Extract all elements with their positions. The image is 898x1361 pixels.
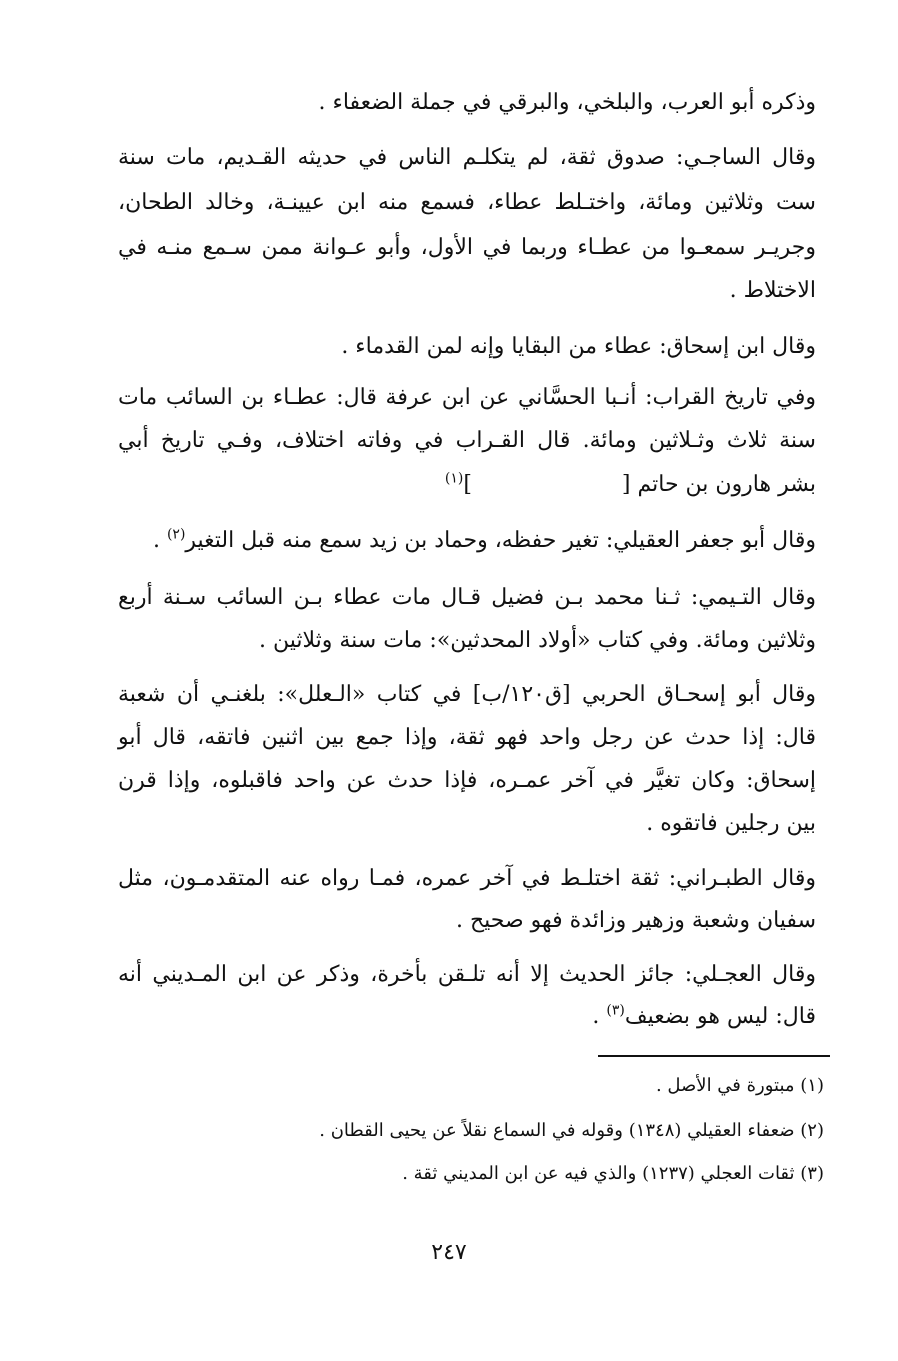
line-end: . (592, 1004, 607, 1029)
text-line: سفيان وشعبة وزهير وزائدة فهو صحيح . (455, 908, 816, 933)
text-line: وذكره أبو العرب، والبلخي، والبرقي في جملة الضعفاء . (318, 90, 816, 115)
text-line: وقال الطبـراني: ثقة اختلـط في آخر عمره، فمـا رواه عنه المتقدمـون، مثل (118, 866, 816, 891)
footnote: (٣) ثقات العجلي (١٢٣٧) والذي فيه عن ابن المديني ثقة . (402, 1163, 824, 1184)
bracket-close: ] (463, 472, 472, 497)
text-line (118, 528, 816, 553)
line-end: . (152, 528, 167, 553)
text-line: وقال ابن إسحاق: عطاء من البقايا وإنه لمن القدماء . (341, 334, 816, 359)
text-line: وقال العجـلي: جائز الحديث إلا أنه تلـقن بأخرة، وذكر عن ابن المـديني أنه (118, 962, 816, 987)
footnote-ref: (١) (444, 470, 464, 487)
text-line: قال: إذا حدث عن رجل واحد فهو ثقة، وإذا جمع بين اثنين فاتقه، قال أبو (118, 725, 816, 750)
text-line: بين رجلين فاتقوه . (646, 811, 816, 836)
footnote-ref: (٣) (606, 1002, 625, 1019)
page-number: ٢٤٧ (431, 1240, 467, 1265)
footnote: (٢) ضعفاء العقيلي (١٣٤٨) وقوله في السماع نقلاً عن يحيى القطان . (319, 1120, 824, 1141)
text-line: سنة ثلاث وثـلاثين ومائة. قال القـراب في وفاته اختلاف، وفـي تاريخ أبي (118, 428, 816, 453)
text-line (118, 472, 816, 497)
text-line: وفي تاريخ القراب: أنـبا الحسَّاني عن ابن عرفة قال: عطـاء بن السائب مات (118, 385, 816, 410)
footnote: (١) مبتورة في الأصل . (655, 1075, 824, 1096)
footnote-separator (598, 1055, 830, 1057)
line-text: بشر هارون بن حاتم [ (621, 472, 816, 497)
text-line: وقال التـيمي: ثـنا محمد بـن فضيل قـال مات عطاء بـن السائب سـنة أربع (118, 585, 816, 610)
text-line: وجريـر سمعـوا من عطـاء وربما في الأول، وأبو عـوانة ممن سـمع منـه في (118, 235, 816, 260)
text-line: الاختلاط . (729, 278, 816, 303)
line-text: قال: ليس هو بضعيف (624, 1004, 816, 1029)
text-line: وقال أبو إسحـاق الحربي [ق١٢٠/ب] في كتاب «الـعلل»: بلغنـي أن شعبة (118, 682, 816, 707)
text-line: وقال الساجـي: صدوق ثقة، لم يتكلـم الناس في حديثه القـديم، مات سنة (118, 145, 816, 170)
text-line (118, 1004, 816, 1029)
text-line: وثلاثين ومائة. وفي كتاب «أولاد المحدثين»: مات سنة وثلاثين . (259, 628, 816, 653)
line-text: وقال أبو جعفر العقيلي: تغير حفظه، وحماد بن زيد سمع منه قبل التغير (185, 528, 816, 553)
text-line: ست وثلاثين ومائة، واختـلط عطاء، فسمع منه ابن عيينـة، وخالد الطحان، (118, 190, 816, 215)
text-line: إسحاق: وكان تغيَّر في آخر عمـره، فإذا حدث عن واحد فاقبلوه، وإذا قرن (118, 768, 816, 793)
footnote-ref: (٢) (166, 526, 186, 543)
